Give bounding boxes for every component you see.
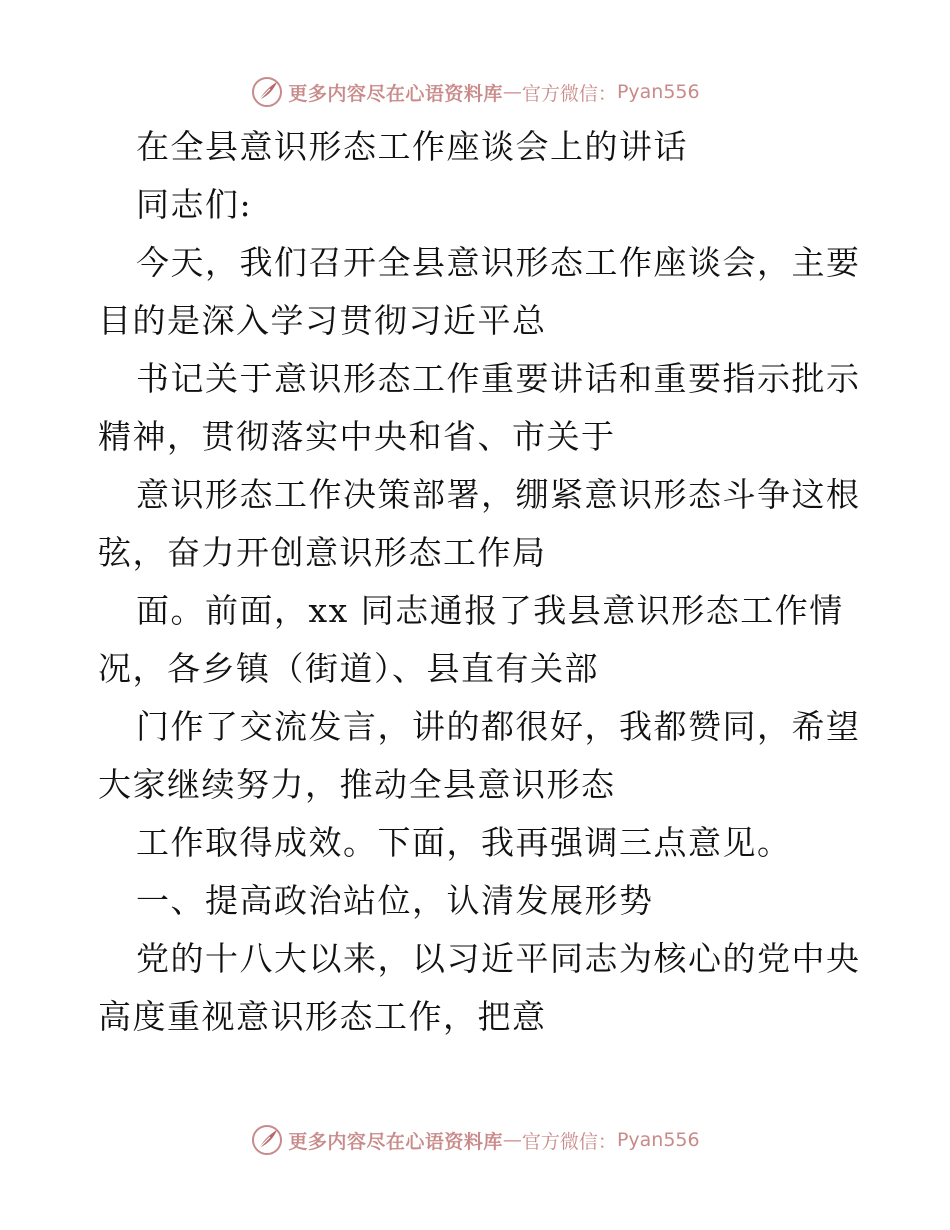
- document-body: [98, 118, 861, 1046]
- document-line: 面。前面，xx 同志通报了我县意识形态工作情: [136, 591, 844, 630]
- document-line: 今天，我们召开全县意识形态工作座谈会，主要: [136, 243, 861, 282]
- watermark-wechat-id: Pyan556: [616, 1129, 700, 1151]
- document-line: 意识形态工作决策部署，绷紧意识形态斗争这根: [136, 475, 861, 514]
- watermark-text: 更多内容尽在心语资料库: [288, 1130, 503, 1153]
- watermark-header: [0, 72, 950, 112]
- watermark-text: 更多内容尽在心语资料库: [288, 82, 503, 105]
- section-heading: 一、提高政治站位，认清发展形势: [136, 881, 654, 920]
- document-line: 高度重视意识形态工作，把意: [98, 997, 547, 1036]
- document-line: 况，各乡镇（街道）、县直有关部: [98, 649, 599, 688]
- watermark-label: 官方微信：: [521, 82, 617, 105]
- feather-logo-icon: [250, 75, 284, 109]
- watermark-separator: —: [502, 1129, 522, 1151]
- document-line: 弦，奋力开创意识形态工作局: [98, 533, 547, 572]
- watermark-label: 官方微信：: [521, 1130, 617, 1153]
- document-line: 书记关于意识形态工作重要讲话和重要指示批示: [136, 359, 861, 398]
- document-line: 门作了交流发言，讲的都很好，我都赞同，希望: [136, 707, 861, 746]
- document-line: 党的十八大以来，以习近平同志为核心的党中央: [136, 939, 861, 978]
- document-line: 大家继续努力，推动全县意识形态: [98, 765, 616, 804]
- watermark-wechat-id: Pyan556: [616, 81, 700, 103]
- feather-logo-icon: [250, 1123, 284, 1157]
- watermark-footer: [0, 1120, 950, 1160]
- document-line: 目的是深入学习贯彻习近平总: [98, 301, 547, 340]
- watermark-separator: —: [502, 81, 522, 103]
- document-line: 精神，贯彻落实中央和省、市关于: [98, 417, 616, 456]
- document-title: 在全县意识形态工作座谈会上的讲话: [136, 127, 688, 166]
- document-line: 同志们:: [136, 185, 253, 224]
- document-line: 工作取得成效。下面，我再强调三点意见。: [136, 823, 792, 862]
